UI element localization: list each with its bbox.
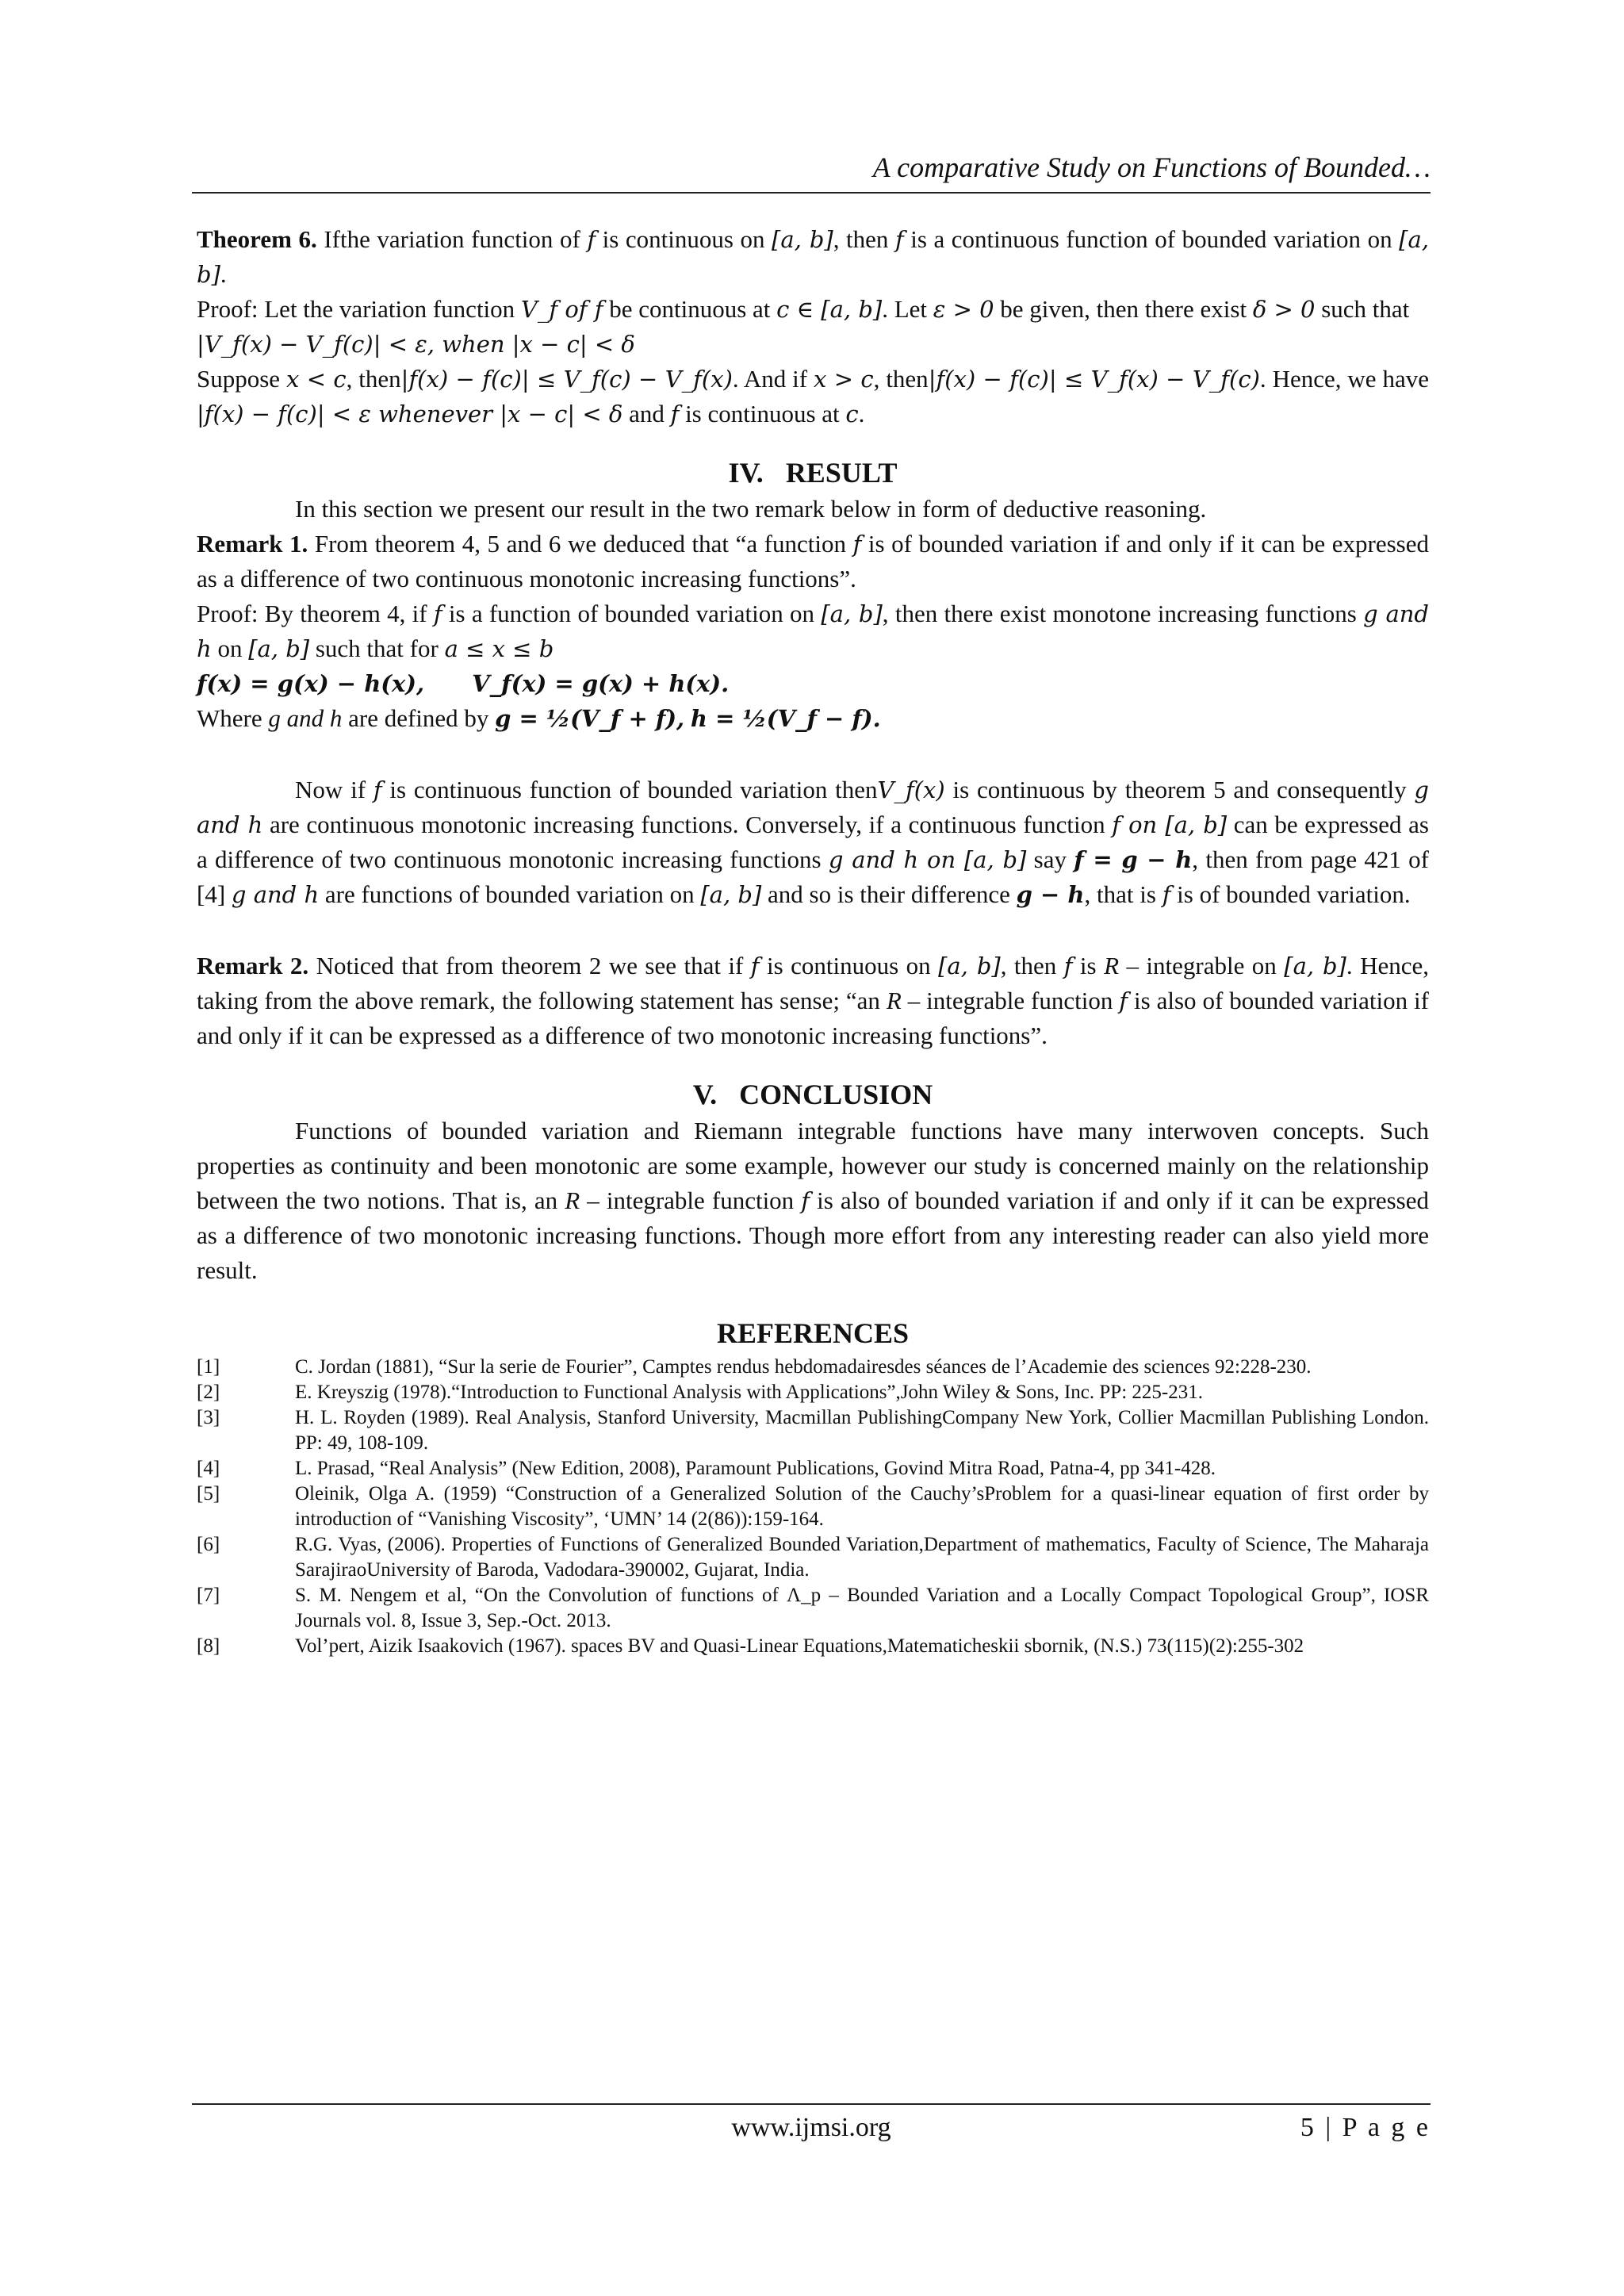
- theorem-6-proof: Proof: Let the variation function V_f of f be continuous at c ∈ [a, b]. Let ε > 0 be given, then there exist δ > 0 such that: [197, 295, 1410, 323]
- remark-1-proof: Proof: By theorem 4, if f is a function of bounded variation on [a, b], then there exist monotone increasing functions g and h on [a, b] such that for a ≤ x ≤ b: [197, 600, 1429, 662]
- reference-item: [8] Vol’pert, Aizik Isaakovich (1967). spaces BV and Quasi-Linear Equations,Matematicheskii sbornik, (N.S.) 73(115)(2):255-302: [197, 1635, 1304, 1657]
- page-footer: [192, 2103, 1431, 2152]
- reference-item: [5] Oleinik, Olga A. (1959) “Construction of a Generalized Solution of the Cauchy’sProblem for a quasi-linear equation of first order by introduction of “Vanishing Viscosity”, ‘UMN’ 14 (2(86)):159-164.: [197, 1483, 1429, 1530]
- section-heading-conclusion: V. CONCLUSION: [692, 1079, 933, 1110]
- references-heading: REFERENCES: [716, 1317, 910, 1349]
- footer-url: www.ijmsi.org: [731, 2113, 891, 2142]
- theorem-6: Theorem 6. Ifthe variation function of f is continuous on [a, b], then f is a continuous function of bounded variation on [a, b].: [197, 225, 1429, 288]
- conclusion-paragraph: Functions of bounded variation and Riemann integrable functions have many interwoven concepts. Such properties as continuity and been monotonic are some example, however our study is concerned mainly on the relationship between the two notions. That is, an R – integrable function f is also of bounded variation if and only if it can be expressed as a difference of two monotonic increasing functions. Though more effort from any interesting reader can also yield more result.: [197, 1117, 1430, 1284]
- remark-1-equations: f(x) = g(x) − h(x), V_f(x) = g(x) + h(x).: [197, 670, 730, 697]
- reference-item: [1] C. Jordan (1881), “Sur la serie de Fourier”, Camptes rendus hebdomadairesdes séances de l’Academie des sciences 92:228-230.: [197, 1356, 1312, 1378]
- proof-conclusion: Suppose x < c, then|f(x) − f(c)| ≤ V_f(c) − V_f(x). And if x > c, then|f(x) − f(c)| ≤ V_f(x) − V_f(c). Hence, we have |f(x) − f(c)| < ε whenever |x − c| < δ and f is continuous at c.: [197, 365, 1429, 427]
- footer-page-number: 5 | P a g e: [1300, 2113, 1431, 2142]
- reference-item: [3] H. L. Royden (1989). Real Analysis, Stanford University, Macmillan PublishingCompany New York, Collier Macmillan Publishing London. PP: 49, 108-109.: [197, 1407, 1429, 1454]
- result-intro: In this section we present our result in the two remark below in form of deductive reasoning.: [295, 495, 1207, 523]
- reference-item: [2] E. Kreyszig (1978).“Introduction to Functional Analysis with Applications”,John Wiley & Sons, Inc. PP: 225-231.: [197, 1382, 1203, 1403]
- reference-item: [4] L. Prasad, “Real Analysis” (New Edition, 2008), Paramount Publications, Govind Mitra Road, Patna-4, pp 341-428.: [197, 1458, 1216, 1479]
- page-content: [197, 222, 1429, 1659]
- remark-1: Remark 1. From theorem 4, 5 and 6 we deduced that “a function f is of bounded variation if and only if it can be expressed as a difference of two continuous monotonic increasing functions”.: [197, 530, 1429, 592]
- running-header: [192, 151, 1431, 194]
- references-list: [197, 1355, 1429, 1659]
- remark-2: Remark 2. Noticed that from theorem 2 we see that if f is continuous on [a, b], then f is R – integrable on [a, b]. Hence, taking from the above remark, the following statement has sense; “an R – integrable function f is also of bounded variation if and only if it can be expressed as a difference of two monotonic increasing functions”.: [197, 952, 1429, 1049]
- reference-item: [7] S. M. Nengem et al, “On the Convolution of functions of Λ_p – Bounded Variation and a Locally Compact Topological Group”, IOSR Journals vol. 8, Issue 3, Sep.-Oct. 2013.: [197, 1585, 1429, 1631]
- header-title: A comparative Study on Functions of Bounded…: [872, 151, 1431, 183]
- section-heading-result: IV. RESULT: [728, 457, 898, 489]
- reference-item: [6] R.G. Vyas, (2006). Properties of Functions of Generalized Bounded Variation,Department of mathematics, Faculty of Science, The Maharaja SarajiraoUniversity of Baroda, Vadodara-390002, Gujarat, India.: [197, 1534, 1429, 1581]
- remark-1-definitions: Where g and h are defined by g = ½(V_f + f), h = ½(V_f − f).: [197, 704, 881, 732]
- remark-1-continuation: Now if f is continuous function of bounded variation thenV_f(x) is continuous by theorem 5 and consequently g and h are continuous monotonic increasing functions. Conversely, if a continuous function f on [a, b] can be expressed as a difference of two continuous monotonic increasing functions g and h on [a, b] say f = g − h, then from page 421 of [4] g and h are functions of bounded variation on [a, b] and so is their difference g − h, that is f is of bounded variation.: [197, 776, 1429, 908]
- proof-inequality: |V_f(x) − V_f(c)| < ε, when |x − c| < δ: [197, 331, 635, 358]
